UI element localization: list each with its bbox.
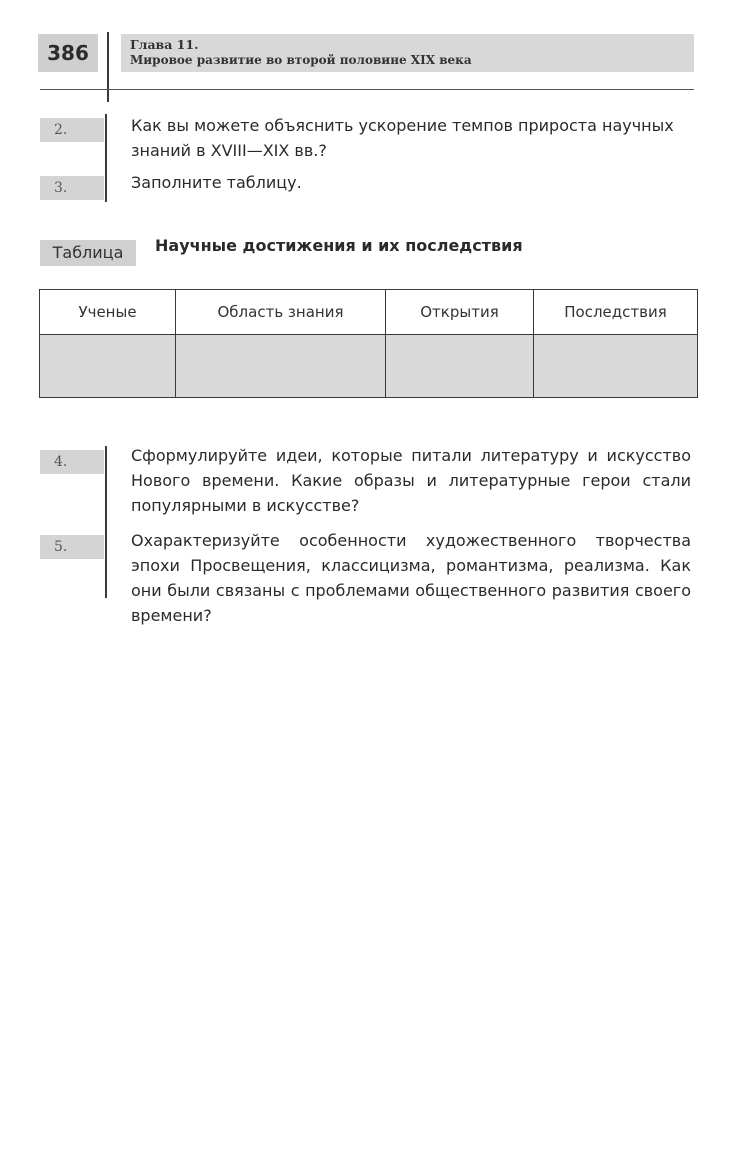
question-number-3: 3. [40, 176, 104, 200]
table-cell-consequences[interactable] [534, 335, 698, 398]
table-cell-discoveries[interactable] [386, 335, 534, 398]
header-divider [107, 32, 109, 102]
chapter-label: Глава 11. [130, 37, 199, 52]
table-header-row [40, 290, 698, 335]
question-text-3: Заполните таблицу. [131, 173, 302, 192]
question-divider [105, 446, 107, 598]
column-header-field: Область знания [176, 290, 386, 335]
column-header-scientists: Ученые [40, 290, 176, 335]
achievements-table [39, 289, 698, 398]
column-header-discoveries: Открытия [386, 290, 534, 335]
header-rule [40, 89, 694, 90]
table-tag: Таблица [40, 240, 136, 266]
question-divider [105, 114, 107, 202]
question-text-2: Как вы можете объяснить ускорение темпов прироста научных знаний в XVIII—XIX вв.? [131, 116, 674, 160]
table-caption: Научные достижения и их последствия [155, 236, 523, 255]
page-number: 386 [38, 34, 98, 72]
question-text-5: Охарактеризуйте особенности художественного творчества эпохи Просвещения, классицизма, романтизма, реализма. Как они были связаны с проблемами общественного развития своего времени? [131, 531, 691, 625]
question-number-2: 2. [40, 118, 104, 142]
table-row [40, 335, 698, 398]
question-number-5: 5. [40, 535, 104, 559]
chapter-title: Мировое развитие во второй половине XIX века [130, 53, 472, 67]
table-cell-scientists[interactable] [40, 335, 176, 398]
column-header-consequences: Последствия [534, 290, 698, 335]
table-cell-field[interactable] [176, 335, 386, 398]
question-text-4: Сформулируйте идеи, которые питали литературу и искусство Нового времени. Какие образы и литературные герои стали популярными в искусстве? [131, 446, 691, 515]
question-number-4: 4. [40, 450, 104, 474]
